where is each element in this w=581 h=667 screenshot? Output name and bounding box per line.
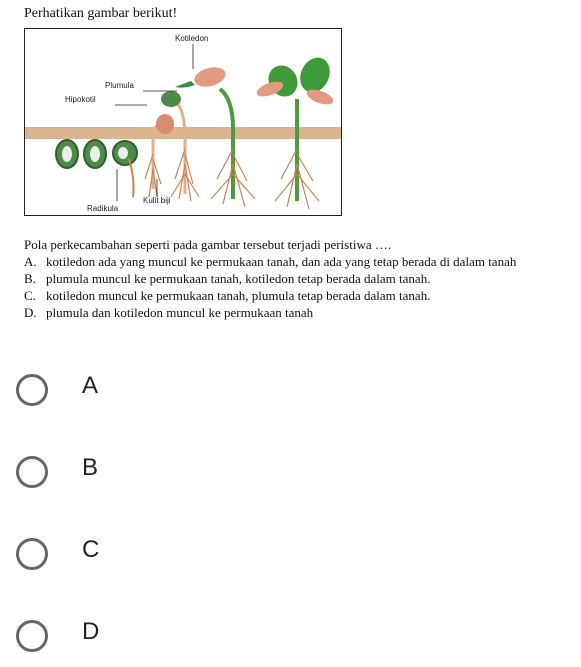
- radio-button-icon[interactable]: [16, 374, 48, 406]
- option-text: plumula dan kotiledon muncul ke permukaan tanah: [46, 305, 314, 320]
- option-text: kotiledon muncul ke permukaan tanah, plumula tetap berada dalam tanah.: [46, 288, 431, 303]
- choice-a[interactable]: [16, 370, 216, 414]
- option-a: [24, 253, 569, 270]
- choice-c[interactable]: [16, 534, 216, 578]
- intro-text: Perhatikan gambar berikut!: [24, 6, 178, 21]
- label-hipokotil: Hipokotil: [65, 95, 96, 104]
- choice-label: B: [82, 454, 99, 481]
- option-c: [24, 287, 569, 304]
- label-kulit-biji: Kulit biji: [143, 196, 171, 205]
- choice-b[interactable]: [16, 452, 216, 496]
- option-d: [24, 304, 569, 321]
- radio-button-icon[interactable]: [16, 456, 48, 488]
- option-b: [24, 270, 569, 287]
- choice-label: A: [82, 372, 99, 399]
- germination-illustration: [25, 29, 342, 216]
- option-letter: D.: [24, 305, 37, 320]
- option-text: plumula muncul ke permukaan tanah, kotiledon tetap berada dalam tanah.: [46, 271, 431, 286]
- seed-stage-2: [84, 140, 106, 168]
- label-radikula: Radikula: [87, 204, 119, 213]
- germination-figure: [24, 28, 342, 216]
- option-letter: A.: [24, 254, 37, 269]
- choice-d[interactable]: [16, 616, 216, 660]
- option-letter: B.: [24, 271, 36, 286]
- radio-button-icon[interactable]: [16, 538, 48, 570]
- label-plumula: Plumula: [105, 81, 134, 90]
- label-kotiledon: Kotiledon: [175, 34, 209, 43]
- question-block: [24, 236, 569, 321]
- option-text: kotiledon ada yang muncul ke permukaan tanah, dan ada yang tetap berada di dalam tanah: [46, 254, 517, 269]
- choice-label: C: [82, 536, 100, 563]
- choice-label: D: [82, 618, 100, 645]
- question-stem: Pola perkecambahan seperti pada gambar tersebut terjadi peristiwa ….: [24, 237, 392, 252]
- option-letter: C.: [24, 288, 36, 303]
- seed-stage-1: [56, 140, 78, 168]
- radio-button-icon[interactable]: [16, 620, 48, 652]
